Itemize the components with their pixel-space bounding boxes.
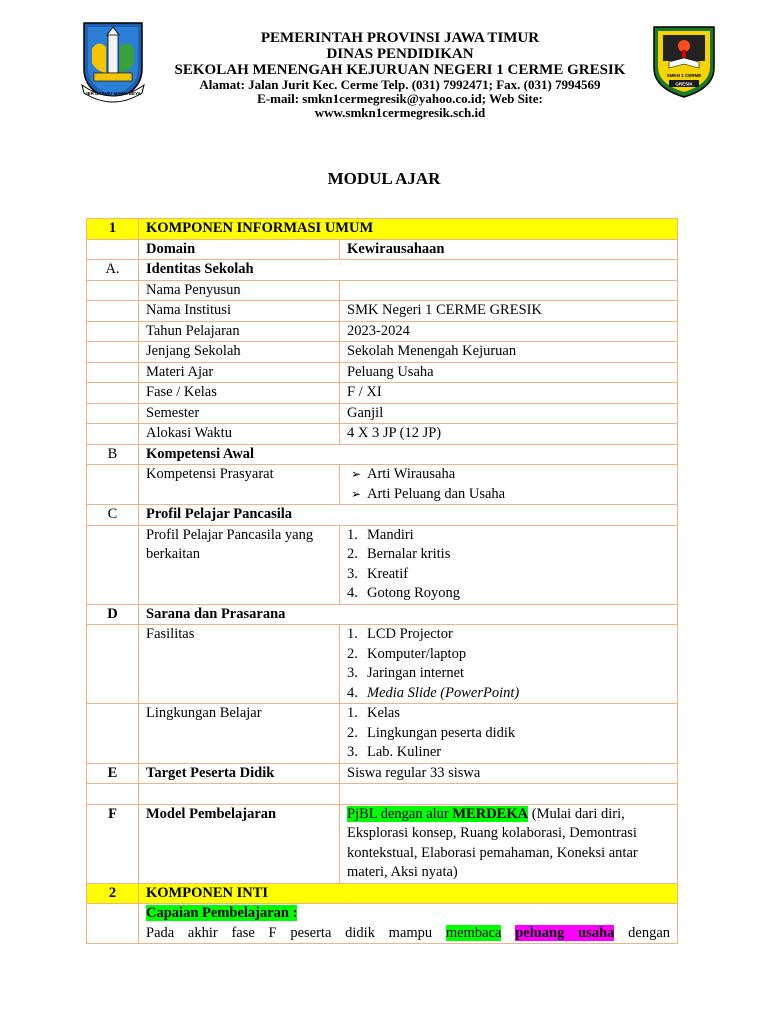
row-letter: F [87, 804, 139, 883]
field-value [340, 525, 678, 604]
table-row [87, 704, 678, 764]
table-row [87, 465, 678, 505]
section-number: 1 [87, 219, 139, 240]
section-row-1 [87, 219, 678, 240]
list-item: 4. Gotong Royong [347, 585, 461, 601]
table-row [87, 383, 678, 404]
table-row [87, 239, 678, 260]
row-letter: B [87, 444, 139, 465]
subsection-title: Sarana dan Prasarana [139, 604, 678, 625]
list-item: 3. Lab. Kuliner [347, 744, 442, 760]
facility-list [347, 625, 670, 703]
domain-label: Domain [139, 239, 340, 260]
field-label: Fase / Kelas [139, 383, 340, 404]
field-label: Alokasi Waktu [139, 424, 340, 445]
prerequisite-list [347, 465, 670, 504]
list-item: 4. Media Slide (PowerPoint) [347, 684, 520, 701]
field-value [340, 465, 678, 505]
table-row [87, 604, 678, 625]
modul-ajar-table [86, 218, 678, 944]
field-label: Semester [139, 403, 340, 424]
subsection-title: Profil Pelajar Pancasila [139, 505, 678, 526]
capaian-heading: Capaian Pembelajaran : [146, 905, 298, 921]
list-item: 3. Kreatif [347, 565, 409, 582]
logo-left-motto: JER BASUKI MAWA BEYA [85, 91, 141, 96]
field-value [340, 280, 678, 301]
school-website: www.smkn1cermegresik.sch.id [314, 105, 486, 120]
table-row [87, 424, 678, 445]
table-row [87, 280, 678, 301]
section-title: KOMPONEN INFORMASI UMUM [139, 219, 678, 240]
field-label: Fasilitas [139, 625, 340, 704]
field-label: Model Pembelajaran [139, 804, 340, 883]
field-label: Lingkungan Belajar [139, 704, 340, 764]
field-value [340, 625, 678, 704]
field-value: 4 X 3 JP (12 JP) [340, 424, 678, 445]
jawa-timur-crest-logo [78, 19, 148, 105]
logo-right-name: SMKN 1 CERME [666, 73, 702, 78]
list-item: 2. Bernalar kritis [347, 546, 451, 562]
field-label: Nama Institusi [139, 301, 340, 322]
capaian-cell [139, 904, 678, 944]
list-item: 1. LCD Projector [347, 626, 453, 642]
table-row [87, 444, 678, 465]
field-value: F / XI [340, 383, 678, 404]
list-item: 2. Lingkungan peserta didik [347, 724, 516, 741]
field-label: Jenjang Sekolah [139, 342, 340, 363]
field-label: Kompetensi Prasyarat [139, 465, 340, 505]
row-letter: D [87, 604, 139, 625]
table-row [87, 625, 678, 704]
table-row-empty [87, 784, 678, 805]
table-row [87, 403, 678, 424]
list-item: ➢ Arti Wirausaha [347, 465, 670, 485]
table-row [87, 525, 678, 604]
field-label: Target Peserta Didik [139, 763, 340, 784]
table-row [87, 301, 678, 322]
field-label: Nama Penyusun [139, 280, 340, 301]
school-email: E-mail: smkn1cermegresik@yahoo.co.id; Web Site: [257, 91, 543, 106]
list-item: 1. Mandiri [347, 526, 414, 543]
table-row [87, 505, 678, 526]
field-label: Tahun Pelajaran [139, 321, 340, 342]
table-row [87, 804, 678, 883]
document-title: MODUL AJAR [327, 169, 441, 188]
list-item: 1. Kelas [347, 705, 401, 721]
model-highlight: PjBL dengan alur MERDEKA [347, 805, 529, 822]
section-number: 2 [87, 883, 139, 904]
table-row [87, 763, 678, 784]
list-item: 2. Komputer/laptop [347, 645, 467, 662]
field-value: 2023-2024 [340, 321, 678, 342]
field-value: Ganjil [340, 403, 678, 424]
field-label: Profil Pelajar Pancasila yang berkaitan [139, 525, 340, 604]
field-value: Siswa regular 33 siswa [340, 763, 678, 784]
section-title: KOMPONEN INTI [139, 883, 678, 904]
field-value: Sekolah Menengah Kejuruan [340, 342, 678, 363]
logo-right-city: GRESIK [675, 81, 693, 87]
domain-value: Kewirausahaan [340, 239, 678, 260]
smkn1-cerme-school-logo [651, 24, 717, 100]
letterhead [150, 30, 650, 120]
table-row [87, 321, 678, 342]
list-item: ➢ Arti Peluang dan Usaha [347, 485, 670, 505]
environment-list [347, 704, 670, 763]
field-value [340, 704, 678, 764]
subsection-title: Identitas Sekolah [139, 260, 678, 281]
row-letter: C [87, 505, 139, 526]
table-row [87, 362, 678, 383]
list-item: 3. Jaringan internet [347, 665, 465, 681]
subsection-title: Kompetensi Awal [139, 444, 678, 465]
field-label: Materi Ajar [139, 362, 340, 383]
row-letter: A. [87, 260, 139, 281]
table-row [87, 904, 678, 944]
table-row [87, 342, 678, 363]
field-value: PjBL dengan alur MERDEKA (Mulai dari diri, Eksplorasi konsep, Ruang kolaborasi, Demontrasi kontekstual, Elaborasi pemahaman, Koneksi antar materi, Aksi nyata) [340, 804, 678, 883]
capaian-text: Pada akhir fase F peserta didik mampu membaca peluang usaha dengan [146, 924, 670, 941]
field-value: SMK Negeri 1 CERME GRESIK [340, 301, 678, 322]
section-row-2 [87, 883, 678, 904]
department-name: DINAS PENDIDIKAN [326, 46, 474, 62]
school-name: SEKOLAH MENENGAH KEJURUAN NEGERI 1 CERME GRESIK [174, 62, 626, 78]
row-letter: E [87, 763, 139, 784]
government-name: PEMERINTAH PROVINSI JAWA TIMUR [260, 30, 540, 46]
profile-list [347, 526, 670, 604]
field-value: Peluang Usaha [340, 362, 678, 383]
table-row [87, 260, 678, 281]
school-address: Alamat: Jalan Jurit Kec. Cerme Telp. (031) 7992471; Fax. (031) 7994569 [199, 77, 601, 92]
